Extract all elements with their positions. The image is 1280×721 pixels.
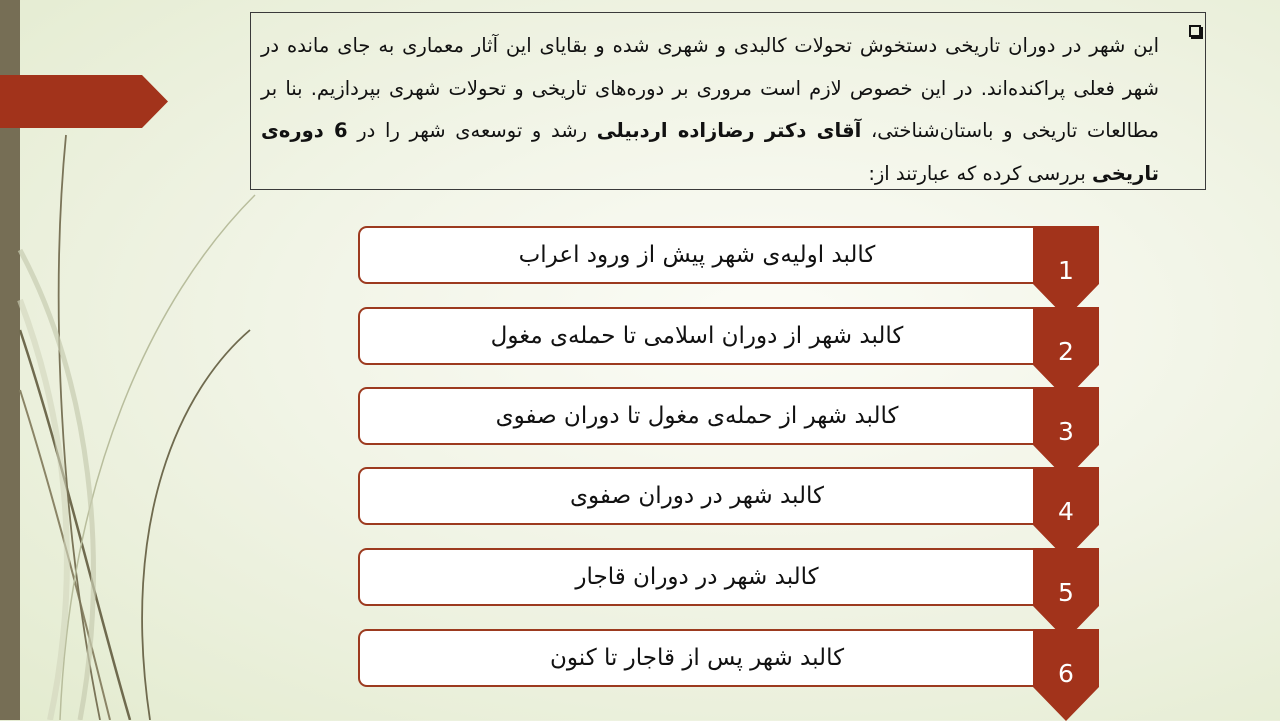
period-item: کالبد شهر از دوران اسلامی تا حمله‌ی مغول <box>358 307 1034 365</box>
intro-text-mid: رشد و توسعه‌ی شهر را در <box>347 119 597 142</box>
period-number: 1 <box>1058 256 1074 285</box>
intro-author-name: آقای دکتر رضازاده اردبیلی <box>596 119 862 142</box>
period-item: کالبد شهر از حمله‌ی مغول تا دوران صفوی <box>358 387 1034 445</box>
period-item: کالبد شهر در دوران قاجار <box>358 548 1034 606</box>
period-number: 3 <box>1058 417 1074 446</box>
intro-text-end: بررسی کرده که عبارتند از: <box>868 161 1093 185</box>
period-number: 6 <box>1058 659 1074 688</box>
intro-text: این شهر در دوران تاریخی دستخوش تحولات کالبدی و شهری شده و بقایای این آثار معماری به جای مانده در شهر فعلی پراکنده‌اند. در این خصوص لازم است مروری بر دوره‌های تاریخی و تحولات شهری بپردازیم. بنا بر مطالعات تاریخی و باستان‌شناختی، <box>261 34 1159 142</box>
period-number: 4 <box>1058 497 1074 526</box>
intro-text-box <box>250 12 1206 190</box>
period-item: کالبد شهر در دوران صفوی <box>358 467 1034 525</box>
period-number: 2 <box>1058 337 1074 366</box>
intro-period-count: 6 دوره‌ی تاریخی <box>261 119 1159 185</box>
period-number: 5 <box>1058 578 1074 607</box>
period-item: کالبد شهر پس از قاجار تا کنون <box>358 629 1034 687</box>
intro-paragraph <box>261 25 1195 195</box>
period-item: کالبد اولیه‌ی شهر پیش از ورود اعراب <box>358 226 1034 284</box>
